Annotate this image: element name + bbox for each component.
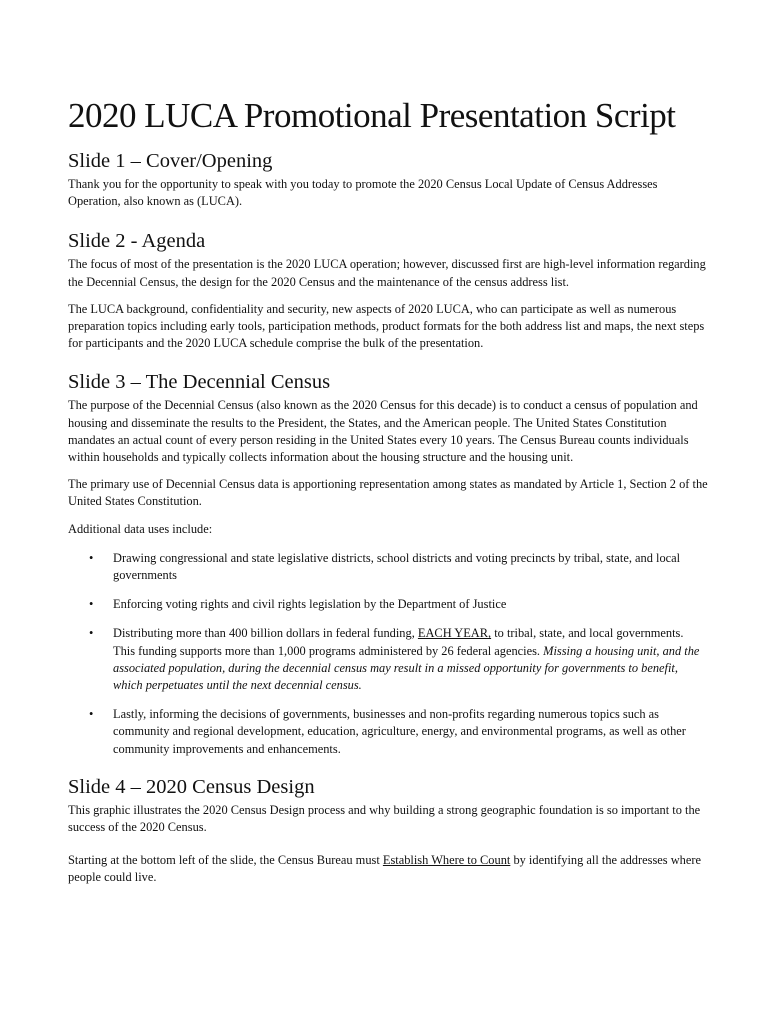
slide1-section bbox=[68, 149, 708, 210]
document-body bbox=[68, 96, 708, 887]
slide3-section bbox=[68, 370, 708, 757]
slide2-paragraph-2: The LUCA background, confidentiality and security, new aspects of 2020 LUCA, who can participate as well as numerous preparation topics including early tools, participation methods, product formats for the both address list and maps, the next steps for participants and the 2020 LUCA schedule comprise the bulk of the presentation. bbox=[68, 301, 705, 351]
bullet-icon: • bbox=[89, 626, 94, 641]
list-item-text: Enforcing voting rights and civil rights legislation by the Department of Justice bbox=[113, 597, 507, 612]
slide4-heading: Slide 4 – 2020 Census Design bbox=[68, 775, 315, 798]
list-item bbox=[68, 596, 708, 613]
bullet-icon: • bbox=[89, 550, 94, 565]
document-title: 2020 LUCA Promotional Presentation Script bbox=[68, 96, 676, 135]
data-uses-list bbox=[68, 550, 708, 758]
slide4-paragraph-1: This graphic illustrates the 2020 Census Design process and why building a strong geographic foundation is so important to the success of the 2020 Census. bbox=[68, 802, 701, 835]
slide2-paragraph-1: The focus of most of the presentation is the 2020 LUCA operation; however, discussed first are high-level information regarding the Decennial Census, the design for the 2020 Census and the maintenance of the census address list. bbox=[68, 257, 706, 289]
list-item-text: Lastly, informing the decisions of governments, businesses and non-profits regarding numerous topics such as community and regional development, education, agriculture, energy, and environmental programs, as well as other community improvements and enhancements. bbox=[113, 707, 686, 756]
list-item-text-cont: to tribal, state, and local governments. This funding supports more than 1,000 programs administered by 26 federal agencies. bbox=[113, 626, 684, 658]
slide4-section bbox=[68, 775, 708, 887]
slide2-section bbox=[68, 229, 708, 352]
slide2-heading: Slide 2 - Agenda bbox=[68, 230, 206, 253]
slide4-paragraph-2-text: Starting at the bottom left of the slide, the Census Bureau must bbox=[68, 853, 383, 868]
list-item bbox=[68, 625, 708, 694]
each-year-emphasis: EACH YEAR, bbox=[417, 626, 492, 641]
slide1-paragraph: Thank you for the opportunity to speak with you today to promote the 2020 Census Local Update of Census Addresses Operation, also known as (LUCA). bbox=[68, 177, 658, 209]
slide3-heading: Slide 3 – The Decennial Census bbox=[68, 371, 331, 394]
slide4-paragraph-2 bbox=[68, 852, 708, 886]
slide3-paragraph-3: Additional data uses include: bbox=[68, 521, 213, 536]
slide3-paragraph-2: The primary use of Decennial Census data is apportioning representation among states as mandated by Article 1, Section 2 of the United States Constitution. bbox=[68, 477, 708, 509]
bullet-icon: • bbox=[89, 597, 94, 612]
slide1-heading: Slide 1 – Cover/Opening bbox=[68, 150, 273, 172]
list-item bbox=[68, 550, 708, 584]
slide4-paragraph-2-cont: by identifying all the addresses where people could live. bbox=[68, 853, 701, 885]
bullet-icon: • bbox=[89, 707, 94, 722]
list-item bbox=[68, 706, 708, 758]
list-item-text: Distributing more than 400 billion dollars in federal funding, bbox=[113, 626, 418, 641]
slide3-paragraph-1: The purpose of the Decennial Census (also known as the 2020 Census for this decade) is to conduct a census of population and housing and disseminate the results to the President, the States, and the American people. The United States Constitution mandates an actual count of every person residing in the United States every 10 years. The Census Bureau counts individuals within households and typically collects information about the housing structure and the housing unit. bbox=[68, 398, 698, 465]
list-item-italic-note: Missing a housing unit, and the associated population, during the decennial census may result in a missed opportunity for governments to benefit, which perpetuates until the next decennial census. bbox=[113, 643, 700, 693]
establish-where-to-count-emphasis: Establish Where to Count bbox=[382, 853, 511, 868]
list-item-text: Drawing congressional and state legislative districts, school districts and voting precincts by tribal, state, and local governments bbox=[113, 550, 681, 583]
